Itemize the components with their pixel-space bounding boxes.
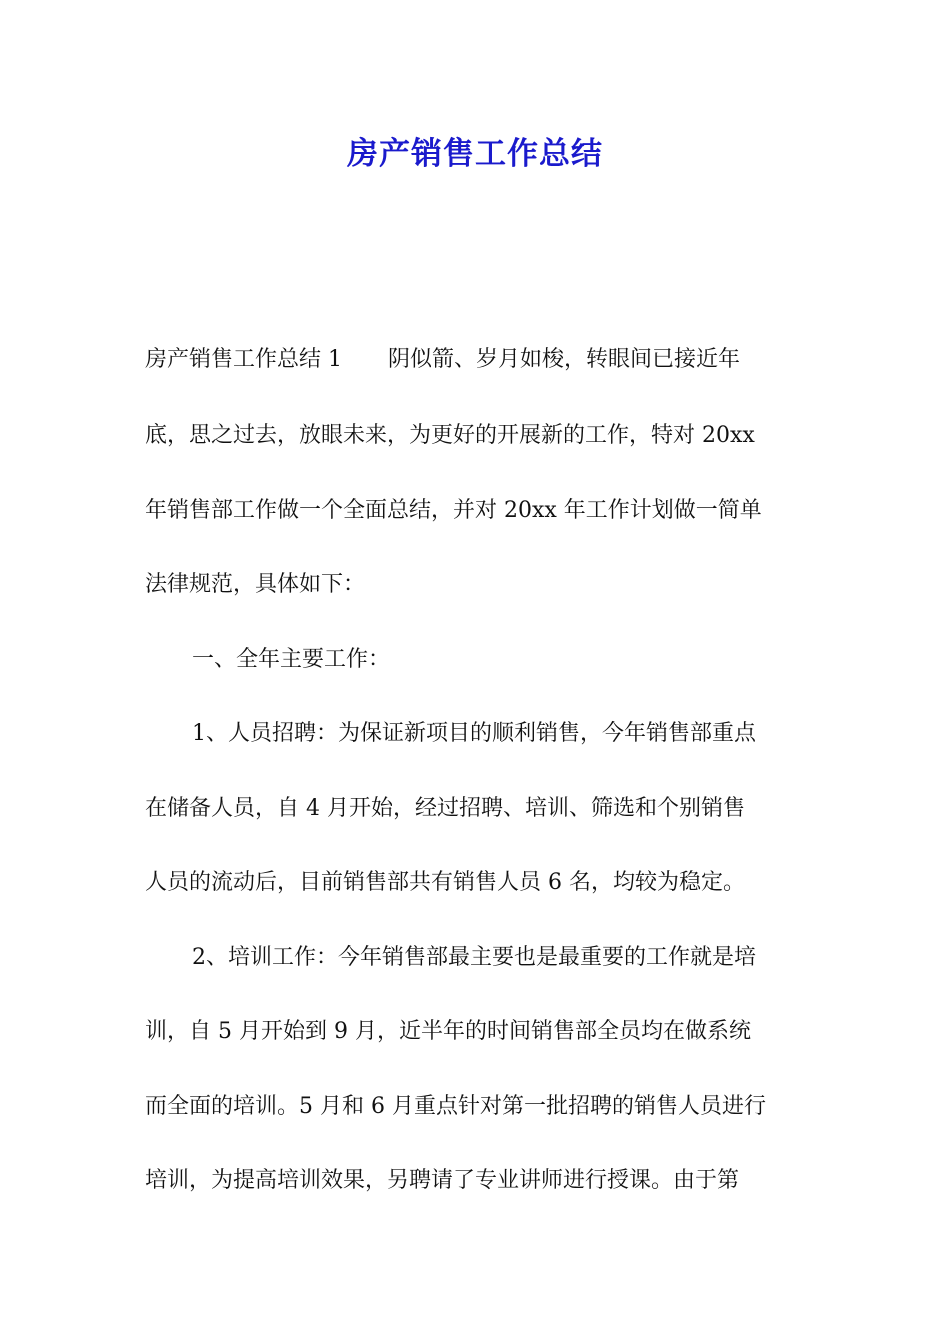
item-2-line-3: 而全面的培训。5 月和 6 月重点针对第一批招聘的销售人员进行 [145, 1094, 766, 1119]
paragraph-1-line-1-text: 阴似箭、岁月如梭，转眼间已接近年 [388, 347, 741, 372]
paragraph-1-line-3: 年销售部工作做一个全面总结，并对 20xx 年工作计划做一简单 [145, 498, 762, 523]
paragraph-1-line-4: 法律规范，具体如下： [145, 572, 366, 597]
section-heading-1: 一、全年主要工作： [192, 647, 391, 672]
document-title: 房产销售工作总结 [347, 136, 603, 172]
item-2-line-4: 培训，为提高培训效果，另聘请了专业讲师进行授课。由于第 [145, 1168, 740, 1193]
item-2-line-2: 训，自 5 月开始到 9 月，近半年的时间销售部全员均在做系统 [145, 1019, 751, 1044]
paragraph-1-label: 房产销售工作总结 1 [145, 347, 342, 372]
item-1-line-3: 人员的流动后，目前销售部共有销售人员 6 名，均较为稳定。 [145, 870, 745, 895]
paragraph-1-line-1 [145, 345, 740, 375]
item-1-line-2: 在储备人员，自 4 月开始，经过招聘、培训、筛选和个别销售 [145, 796, 745, 821]
paragraph-1-line-2: 底，思之过去，放眼未来，为更好的开展新的工作，特对 20xx [145, 423, 755, 448]
item-1-line-1: 1、人员招聘：为保证新项目的顺利销售，今年销售部重点 [192, 721, 756, 746]
item-2-line-1: 2、培训工作：今年销售部最主要也是最重要的工作就是培 [192, 945, 756, 970]
